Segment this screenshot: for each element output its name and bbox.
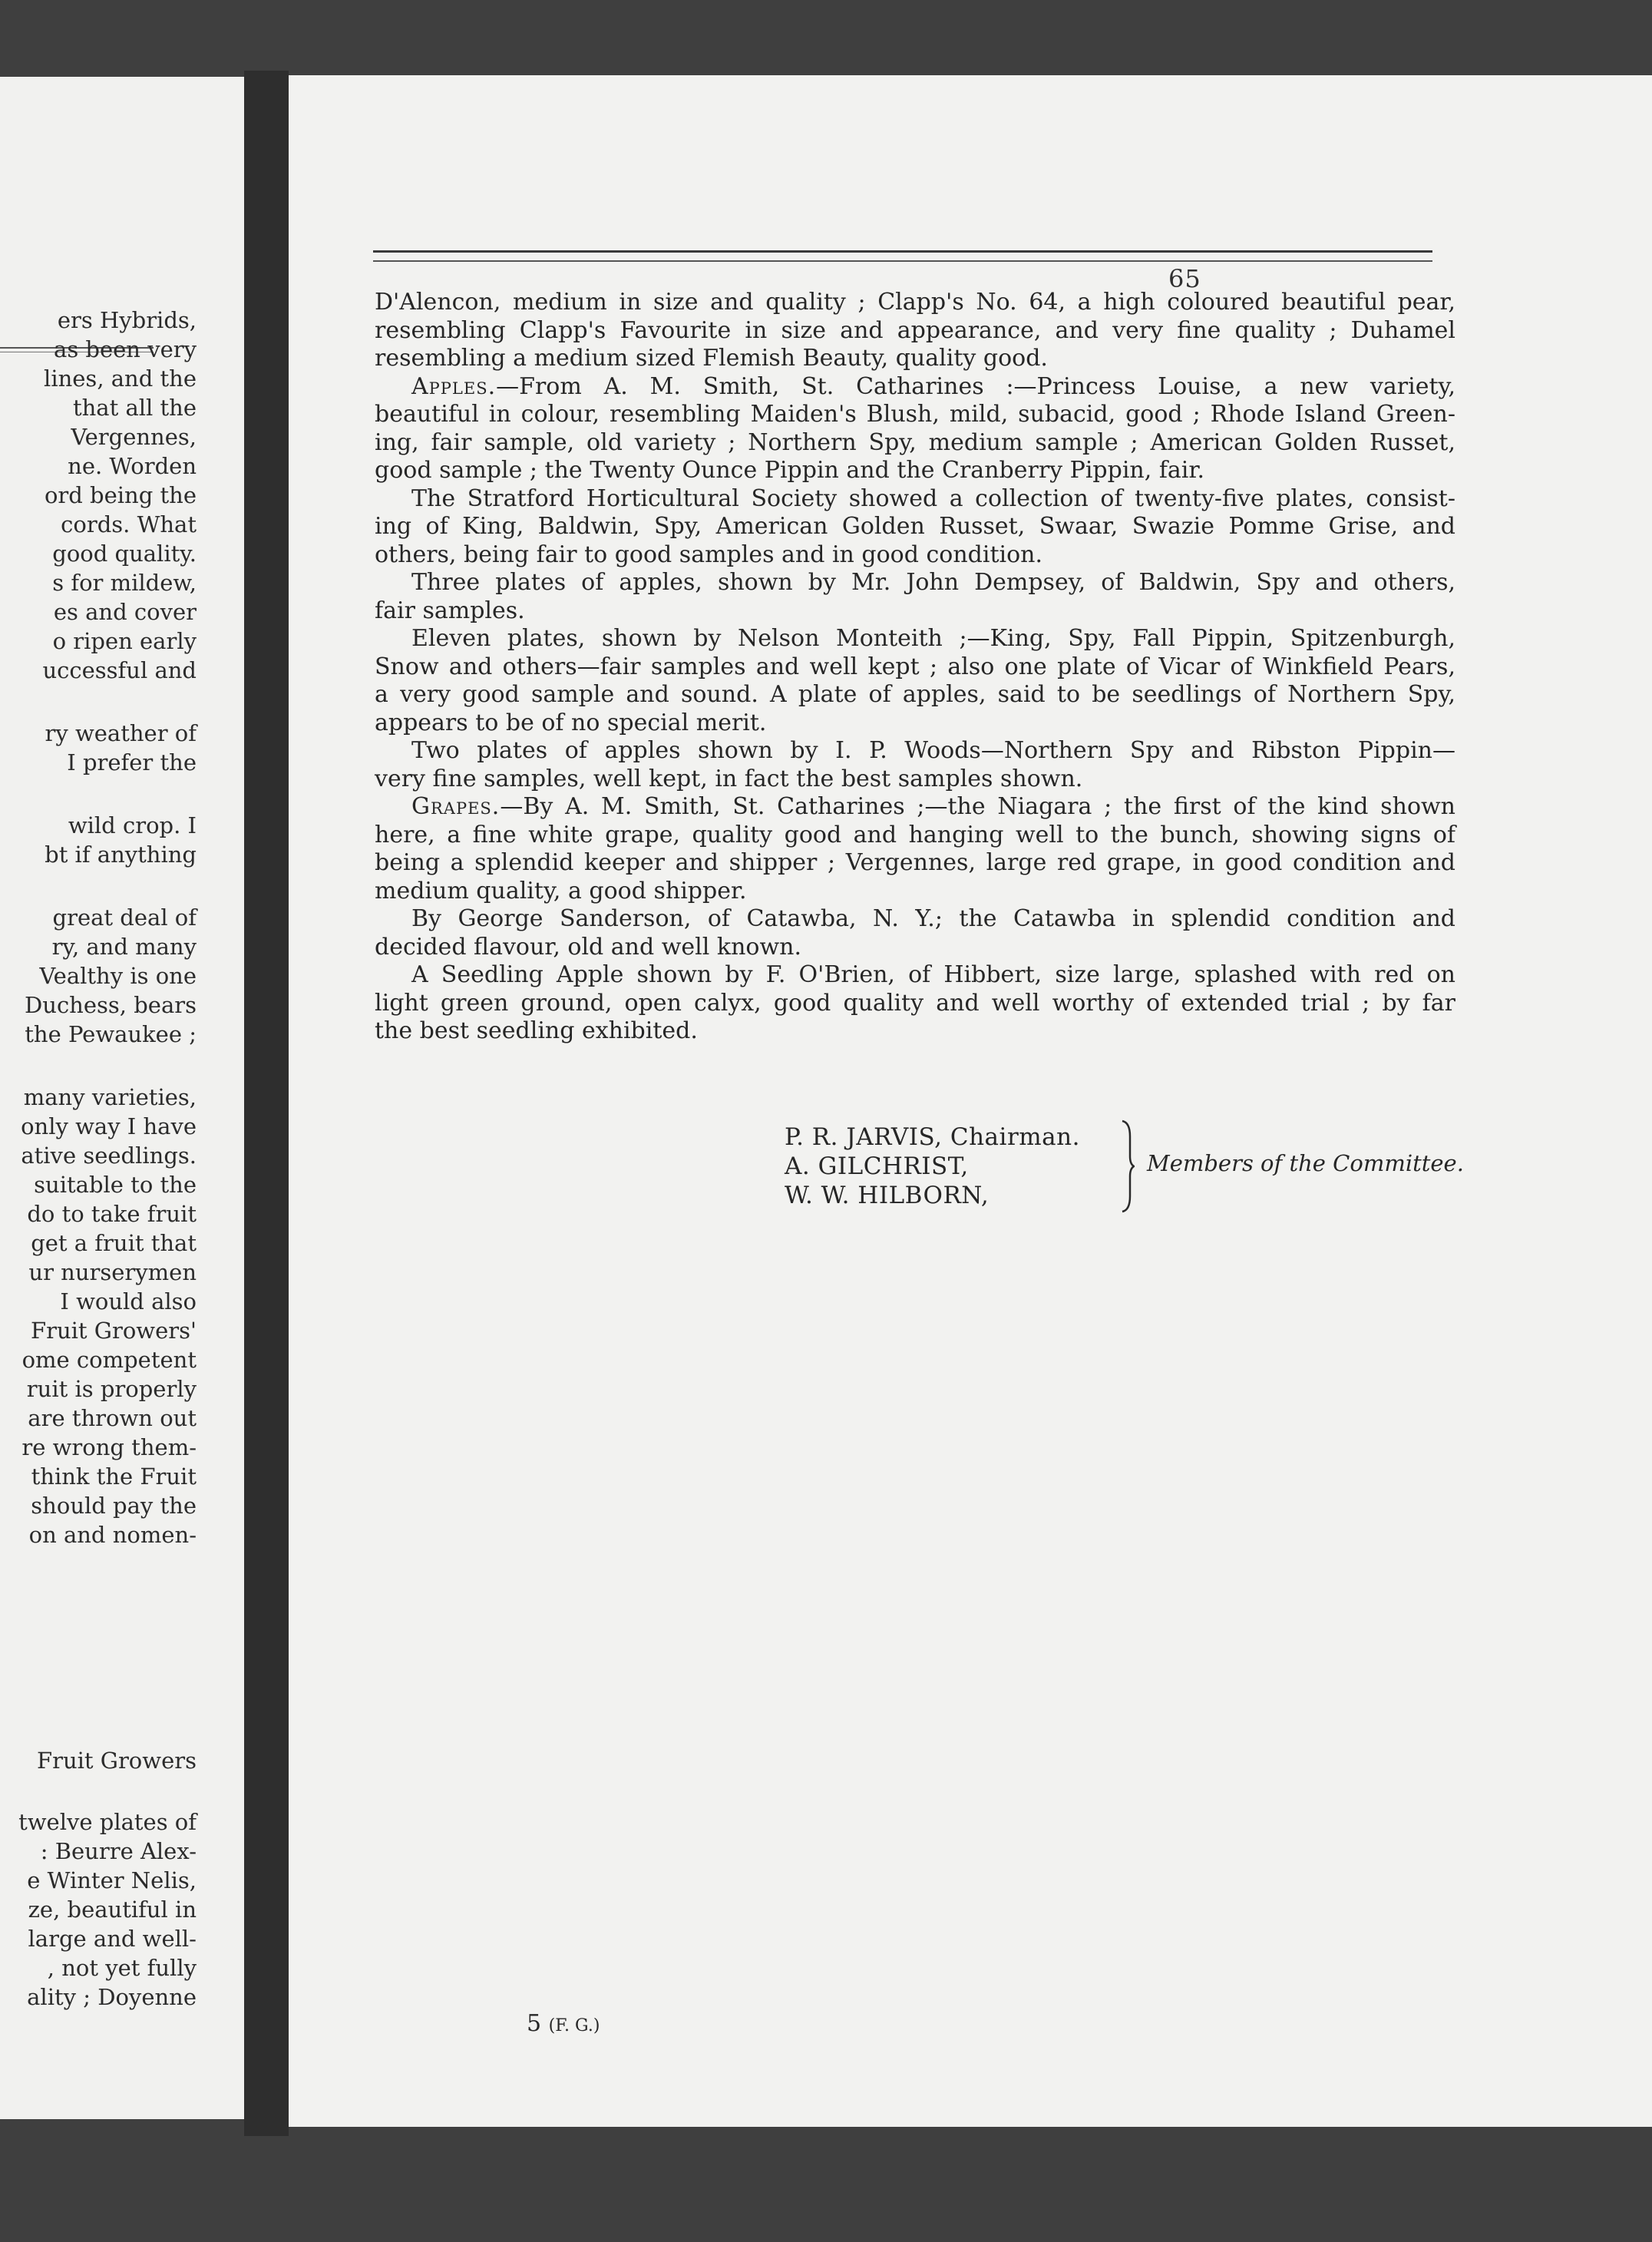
body-line	[375, 793, 1455, 822]
body-line-text: —From A. M. Smith, St. Catharines :—Princess Louise, a new variety,	[496, 372, 1455, 400]
body-line	[375, 934, 1455, 962]
page-gutter	[244, 71, 289, 2136]
signature-mark	[527, 2010, 600, 2037]
body-line	[375, 1017, 1455, 1046]
previous-page-line: re wrong them-	[21, 1434, 197, 1460]
body-line	[375, 457, 1455, 485]
signatory-chairman: P. R. JARVIS, Chairman.	[785, 1123, 1080, 1151]
body-line	[375, 709, 1455, 738]
previous-page-line: s for mildew,	[52, 570, 197, 596]
previous-page-line: Fruit Growers'	[31, 1318, 197, 1344]
committee-label: Members of the Committee.	[1147, 1150, 1464, 1176]
previous-page-line: ers Hybrids,	[57, 307, 197, 333]
previous-page-line: great deal of	[52, 904, 197, 931]
body-line	[375, 429, 1455, 458]
previous-page-line: ry, and many	[51, 934, 197, 960]
body-line	[375, 822, 1455, 850]
body-line-text: The Stratford Horticultural Society showed a collection of twenty-five plates, consist-	[411, 484, 1455, 512]
body-line	[375, 513, 1455, 541]
header-rule	[373, 250, 1432, 262]
previous-page-line: Fruit Growers	[36, 1748, 197, 1774]
previous-page-line: uccessful and	[42, 657, 197, 683]
body-line-text: —By A. M. Smith, St. Catharines ;—the Niagara ; the first of the kind shown	[500, 793, 1455, 820]
previous-page-line: ative seedlings.	[21, 1142, 197, 1169]
body-line-text: D'Alencon, medium in size and quality ; Clapp's No. 64, a high coloured beautiful pear,	[375, 289, 1455, 316]
previous-page-line: get a fruit that	[31, 1230, 197, 1256]
previous-page-line: on and nomen-	[28, 1522, 197, 1548]
previous-page-line: that all the	[72, 395, 197, 421]
body-line-text: fair samples.	[375, 597, 525, 624]
previous-page-line: ne. Worden	[68, 453, 197, 479]
body-line	[375, 345, 1455, 373]
body-line-text: others, being fair to good samples and in good condition.	[375, 541, 1043, 568]
section-heading: Apples.	[411, 372, 497, 400]
body-line-text: Three plates of apples, shown by Mr. John Dempsey, of Baldwin, Spy and others,	[411, 569, 1455, 596]
body-line	[375, 597, 1455, 626]
previous-page-line: ze, beautiful in	[28, 1896, 197, 1923]
previous-page-line: are thrown out	[28, 1405, 197, 1431]
body-line-text: medium quality, a good shipper.	[375, 877, 747, 904]
previous-page-line: , not yet fully	[47, 1955, 197, 1981]
body-line	[375, 373, 1455, 402]
body-line	[375, 289, 1455, 317]
body-line	[375, 766, 1455, 794]
signature-number: 5	[527, 2010, 542, 2037]
previous-page-line: Vealthy is one	[39, 963, 197, 989]
previous-page-line: ome competent	[21, 1347, 197, 1373]
body-line	[375, 681, 1455, 709]
body-line-text: resembling a medium sized Flemish Beauty, quality good.	[375, 345, 1048, 372]
previous-page-line: twelve plates of	[18, 1809, 197, 1835]
previous-page-line: cords. What	[61, 511, 197, 537]
body-line	[375, 401, 1455, 429]
body-line	[375, 317, 1455, 346]
previous-page-line: do to take fruit	[27, 1201, 197, 1227]
body-line	[375, 990, 1455, 1018]
body-line-text: Snow and others—fair samples and well kept ; also one plate of Vicar of Winkfield Pears,	[375, 653, 1455, 680]
signature-letters: (F. G.)	[548, 2016, 600, 2035]
previous-page-line: es and cover	[53, 599, 197, 625]
body-line-text: good sample ; the Twenty Ounce Pippin and the Cranberry Pippin, fair.	[375, 457, 1204, 484]
previous-page-line: o ripen early	[52, 628, 197, 654]
previous-page-line: as been very	[54, 336, 197, 362]
previous-page-line: Vergennes,	[71, 424, 197, 450]
body-line-text: here, a fine white grape, quality good and hanging well to the bunch, showing signs of	[375, 821, 1455, 848]
body-line-text: decided flavour, old and well known.	[375, 933, 801, 961]
previous-page-line: : Beurre Alex-	[40, 1838, 197, 1864]
signatory-member: W. W. HILBORN,	[785, 1182, 990, 1209]
committee-signature-block	[785, 1123, 1464, 1215]
previous-page-line: the Pewaukee ;	[25, 1021, 197, 1047]
page-number: 65	[1168, 264, 1201, 293]
body-line-text: By George Sanderson, of Catawba, N. Y.; the Catawba in splendid condition and	[411, 905, 1455, 932]
body-line	[375, 569, 1455, 597]
previous-page	[0, 77, 244, 2119]
previous-page-line: I would also	[60, 1288, 197, 1314]
previous-page-line: ord being the	[44, 482, 197, 508]
previous-page-line: e Winter Nelis,	[27, 1867, 197, 1893]
body-line	[375, 653, 1455, 682]
body-line	[375, 849, 1455, 878]
body-line	[375, 737, 1455, 766]
body-line-text: A Seedling Apple shown by F. O'Brien, of Hibbert, size large, splashed with red on	[411, 961, 1455, 988]
previous-page-line: lines, and the	[44, 365, 197, 392]
previous-page-line: ruit is properly	[26, 1376, 197, 1402]
previous-page-line: Duchess, bears	[25, 992, 197, 1018]
body-line	[375, 625, 1455, 653]
previous-page-line: only way I have	[21, 1113, 197, 1139]
right-brace-icon	[1121, 1118, 1135, 1215]
body-line	[375, 905, 1455, 934]
body-line-text: very fine samples, well kept, in fact the best samples shown.	[375, 765, 1083, 792]
body-line-text: being a splendid keeper and shipper ; Vergennes, large red grape, in good condition and	[375, 849, 1455, 876]
previous-page-line: suitable to the	[34, 1172, 197, 1198]
body-line-text: ing of King, Baldwin, Spy, American Golden Russet, Swaar, Swazie Pomme Grise, and	[375, 513, 1455, 540]
body-line-text: light green ground, open calyx, good quality and well worthy of extended trial ; by far	[375, 989, 1455, 1017]
previous-page-line: ry weather of	[45, 720, 197, 746]
previous-page-line: ur nurserymen	[28, 1259, 197, 1285]
section-heading: Grapes.	[411, 793, 501, 820]
body-line-text: appears to be of no special merit.	[375, 709, 767, 736]
body-line-text: Two plates of apples shown by I. P. Woods—Northern Spy and Ribston Pippin—	[411, 737, 1455, 764]
body-line-text: the best seedling exhibited.	[375, 1017, 698, 1044]
body-line-text: resembling Clapp's Favourite in size and appearance, and very fine quality ; Duhamel	[375, 316, 1455, 344]
previous-page-line: should pay the	[31, 1493, 197, 1519]
signatory-member: A. GILCHRIST,	[785, 1152, 969, 1180]
body-line-text: a very good sample and sound. A plate of apples, said to be seedlings of Northern Spy,	[375, 681, 1455, 708]
previous-page-line: good quality.	[52, 541, 197, 567]
previous-page-line: think the Fruit	[31, 1463, 197, 1490]
body-line	[375, 485, 1455, 514]
body-line	[375, 878, 1455, 906]
body-line	[375, 541, 1455, 570]
body-line-text: Eleven plates, shown by Nelson Monteith ;—King, Spy, Fall Pippin, Spitzenburgh,	[411, 625, 1455, 652]
report-body	[375, 289, 1455, 1046]
body-line	[375, 961, 1455, 990]
previous-page-line: wild crop. I	[68, 812, 197, 838]
previous-page-line: many varieties,	[23, 1084, 197, 1110]
previous-page-line: bt if anything	[45, 842, 197, 868]
previous-page-line: ality ; Doyenne	[27, 1984, 197, 2010]
body-line-text: beautiful in colour, resembling Maiden's Blush, mild, subacid, good ; Rhode Island Green-	[375, 401, 1455, 428]
previous-page-line: large and well-	[28, 1926, 197, 1952]
body-line-text: ing, fair sample, old variety ; Northern Spy, medium sample ; American Golden Russet,	[375, 428, 1455, 456]
previous-page-line: I prefer the	[67, 749, 197, 775]
